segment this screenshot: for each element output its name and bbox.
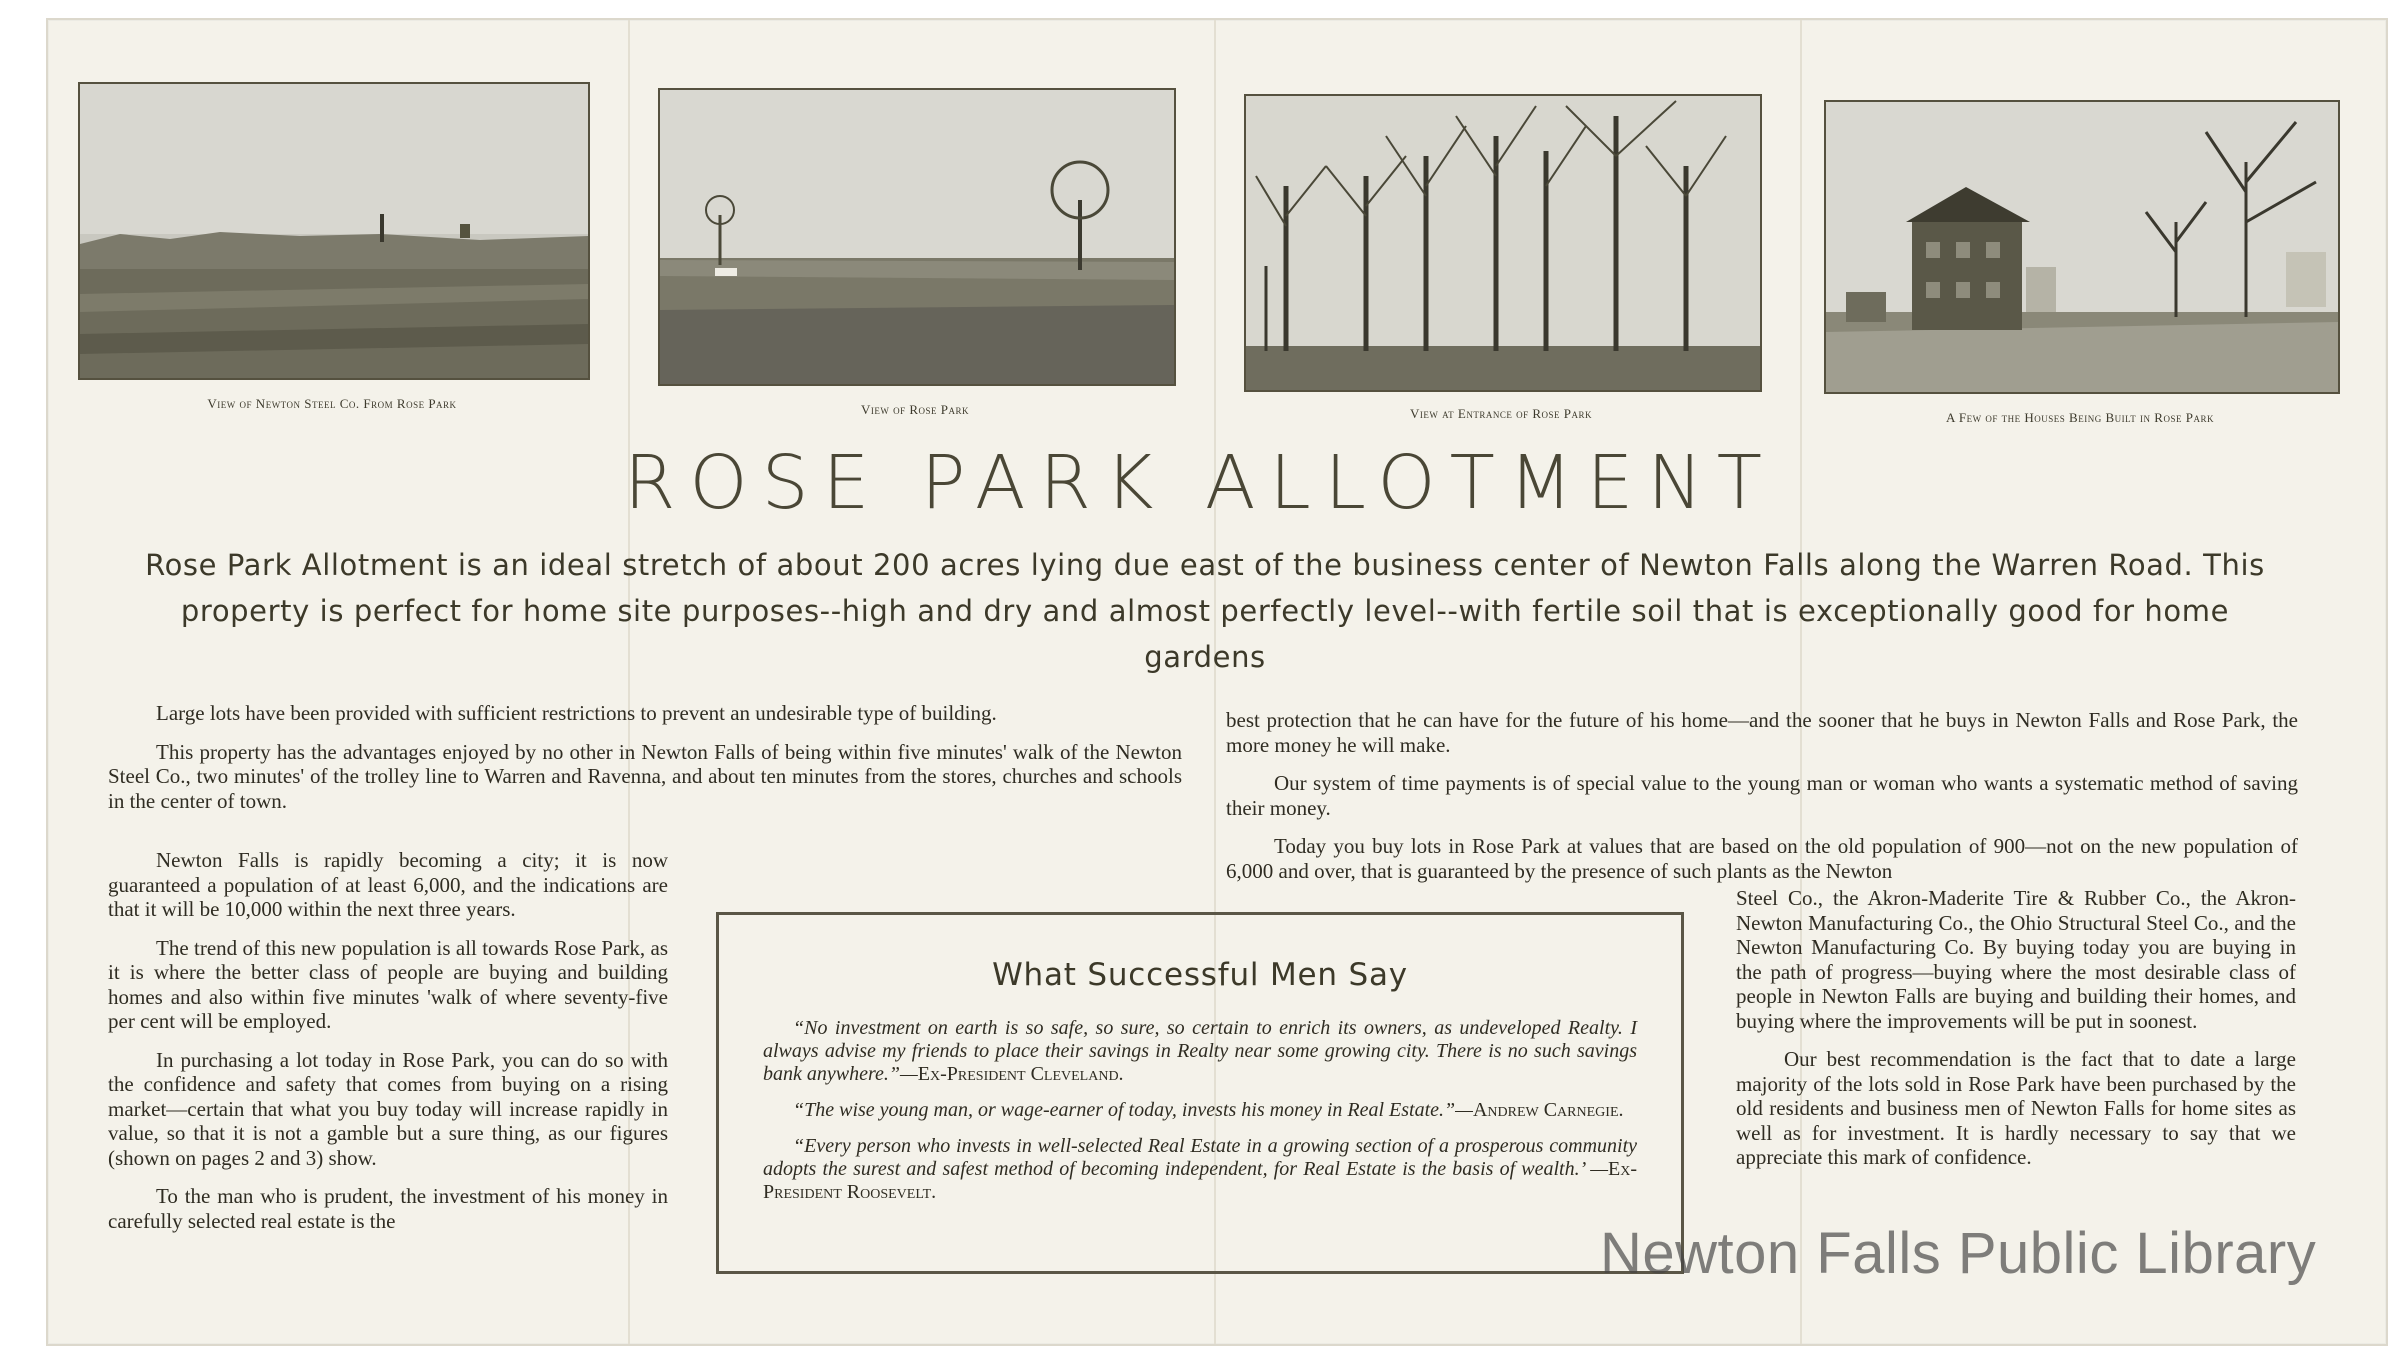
photo-caption: View of Rose Park [860, 402, 970, 417]
quote-author: Andrew Carnegie. [1472, 1099, 1624, 1121]
page-title: ROSE PARK ALLOTMENT [624, 440, 1776, 526]
photo-caption: View of Newton Steel Co. From Rose Park [207, 396, 457, 411]
quote-text: “No investment on earth is so safe, so sure, so certain to enrich its owners, as undeveloped Realty. I always advise my friends to place their savings in Realty near some growing city. There is no such savings bank anywhere.”— [763, 1017, 1637, 1085]
right-column-top [1226, 708, 2298, 883]
body-paragraph: Large lots have been provided with sufficient restrictions to prevent an undesirable type of building. [156, 701, 997, 725]
quotes-heading: What Successful Men Say [992, 957, 1408, 993]
right-column-bottom [1736, 886, 2296, 1184]
body-paragraph: In purchasing a lot today in Rose Park, you can do so with the confidence and safety that comes from buying on a rising market—certain that what you buy today will increase rapidly in value, so that it is not a gamble but a sure thing, as our figures (shown on pages 2 and 3) show. [108, 1047, 668, 1170]
body-paragraph: Newton Falls is rapidly becoming a city; it is now guaranteed a population of at least 6,000, and the indications are that it will be 10,000 within the next three years. [108, 848, 668, 921]
left-column-top [108, 701, 1182, 827]
photo-caption: View at Entrance of Rose Park [1410, 406, 1592, 421]
quote-cleveland [763, 1017, 1637, 1086]
photo-caption: A Few of the Houses Being Built in Rose Park [1946, 410, 2214, 425]
body-paragraph: Steel Co., the Akron-Maderite Tire & Rubber Co., the Akron-Newton Manufacturing Co., the Ohio Structural Steel Co., and the Newton Manufacturing Co. By buying today you are buying in the path of progress—buying where the most desirable class of people in Newton Falls are buying and building their homes, and buying where the improvements will be put in soonest. [1736, 886, 2296, 1033]
quote-author: Ex-President Cleveland. [917, 1063, 1124, 1085]
body-paragraph: Our system of time payments is of special value to the young man or woman who wants a systematic method of saving their money. [1226, 771, 2298, 820]
photo-houses-being-built [1824, 100, 2340, 394]
quote-roosevelt [763, 1135, 1637, 1204]
body-paragraph: Our best recommendation is the fact that to date a large majority of the lots sold in Rose Park have been purchased by the old residents and business men of Newton Falls for home sites as well as for investment. It is hardly necessary to say that we appreciate this mark of confidence. [1736, 1047, 2296, 1169]
quote-author: Ex-President Roosevelt. [763, 1158, 1637, 1203]
left-column-bottom [108, 848, 668, 1247]
quote-carnegie [763, 1099, 1637, 1122]
body-paragraph: best protection that he can have for the future of his home—and the sooner that he buys in Newton Falls and Rose Park, the more money he will make. [1226, 708, 2298, 757]
body-paragraph: The trend of this new population is all towards Rose Park, as it is where the better class of people are buying and building homes and also within five minutes 'walk of where seventy-five per cent will be employed. [108, 935, 668, 1033]
photo-entrance-view [1244, 94, 1762, 392]
photo-newton-steel-view [78, 82, 590, 380]
body-paragraph: Today you buy lots in Rose Park at values that are based on the old population of 900—not on the new population of 6,000 and over, that is guaranteed by the presence of such plants as the Newton [1226, 834, 2298, 883]
quote-text: “The wise young man, or wage-earner of today, invests his money in Real Estate.”— [793, 1099, 1473, 1121]
body-paragraph: This property has the advantages enjoyed by no other in Newton Falls of being within five minutes' walk of the Newton Steel Co., two minutes' of the trolley line to Warren and Ravenna, and about ten minutes from the stores, churches and schools in the center of town. [108, 739, 1182, 813]
photo-rose-park-view [658, 88, 1176, 386]
quotes-box [716, 912, 1684, 1274]
body-paragraph: To the man who is prudent, the investment of his money in carefully selected real estate is the [108, 1184, 668, 1233]
intro-paragraph: Rose Park Allotment is an ideal stretch of about 200 acres lying due east of the business center of Newton Falls along the Warren Road. This property is perfect for home site purposes--high and dry and almost perfectly level--with fertile soil that is exceptionally good for home gardens [145, 548, 2265, 674]
quote-text: “Every person who invests in well-selected Real Estate in a growing section of a prosperous community adopts the surest and safest method of becoming independent, for Real Estate is the basis of wealth.’ — [763, 1135, 1637, 1180]
library-watermark: Newton Falls Public Library [1600, 1221, 2317, 1286]
